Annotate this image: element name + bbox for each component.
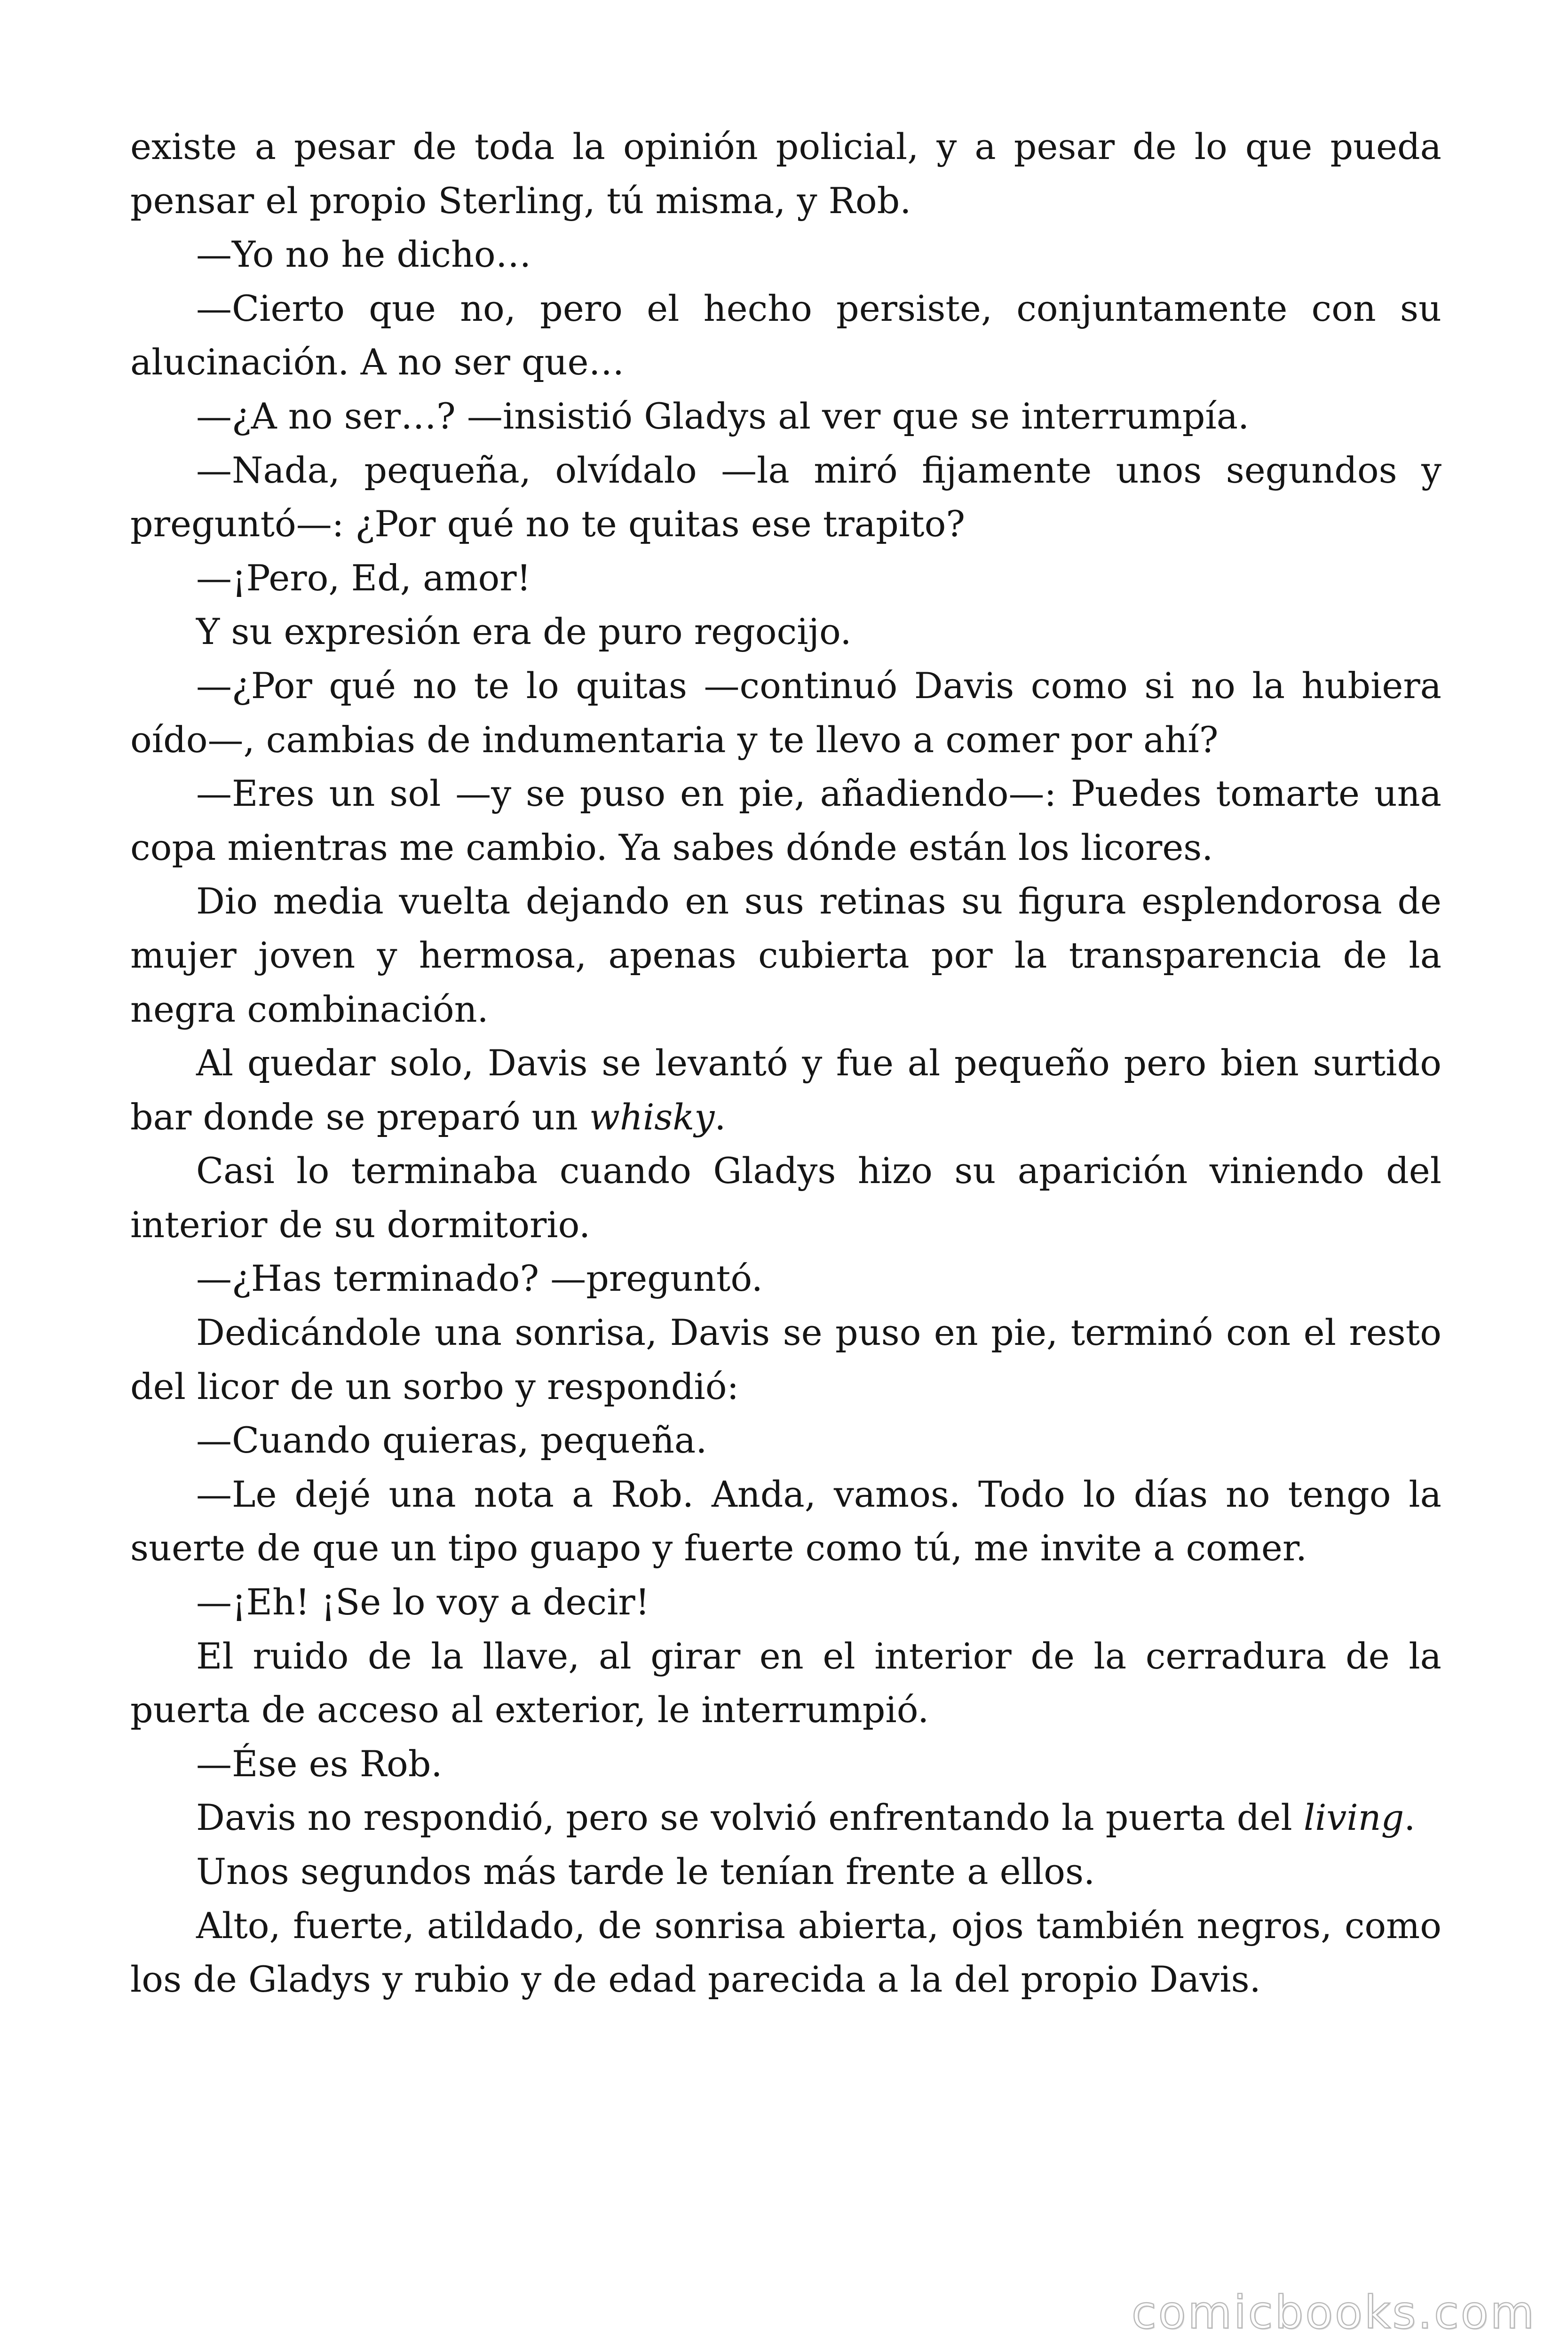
paragraph <box>130 1629 1441 1737</box>
paragraph <box>130 767 1441 874</box>
paragraph-text: —¿A no ser…? —insistió Gladys al ver que se interrumpía. <box>196 395 1250 437</box>
paragraph-text: Dedicándole una sonrisa, Davis se puso en pie, terminó con el resto del licor de un sorbo y respondió: <box>130 1311 1441 1407</box>
paragraph <box>130 1575 1441 1629</box>
watermark: comicbooks.com <box>1131 2286 1536 2339</box>
paragraph <box>130 1899 1441 2007</box>
paragraph-text: Alto, fuerte, atildado, de sonrisa abierta, ojos también negros, como los de Gladys y rubio y de edad parecida a la del propio Davis. <box>130 1904 1441 2001</box>
paragraph-text: —Le dejé una nota a Rob. Anda, vamos. Todo lo días no tengo la suerte de que un tipo guapo y fuerte como tú, me invite a comer. <box>130 1473 1441 1569</box>
italic-word: whisky <box>589 1096 715 1138</box>
paragraph-tail: . <box>1404 1796 1416 1839</box>
paragraph-text: Y su expresión era de puro regocijo. <box>196 611 852 653</box>
paragraph <box>130 1845 1441 1899</box>
paragraph <box>130 444 1441 551</box>
paragraph-text: Davis no respondió, pero se volvió enfrentando la puerta del <box>196 1796 1304 1839</box>
paragraph <box>130 551 1441 605</box>
paragraph-text: —Cierto que no, pero el hecho persiste, conjuntamente con su alucinación. A no ser que… <box>130 287 1441 383</box>
paragraph-text: —Nada, pequeña, olvídalo —la miró fijamente unos segundos y preguntó—: ¿Por qué no te quitas ese trapito? <box>130 449 1441 545</box>
paragraph-text: Casi lo terminaba cuando Gladys hizo su aparición viniendo del interior de su dormitorio. <box>130 1150 1441 1246</box>
paragraph <box>130 1306 1441 1414</box>
paragraph <box>130 1144 1441 1252</box>
paragraph-text: —Yo no he dicho… <box>196 233 531 276</box>
paragraph-text: Al quedar solo, Davis se levantó y fue al pequeño pero bien surtido bar donde se preparó un <box>130 1042 1441 1138</box>
paragraph-text: Dio media vuelta dejando en sus retinas su figura esplendorosa de mujer joven y hermosa, apenas cubierta por la transparencia de la negra combinación. <box>130 880 1441 1030</box>
paragraph <box>130 605 1441 659</box>
paragraph <box>130 1036 1441 1144</box>
body-text <box>130 120 1441 2007</box>
italic-word: living <box>1303 1796 1404 1839</box>
paragraph <box>130 1252 1441 1306</box>
paragraph-text: —¿Por qué no te lo quitas —continuó Davis como si no la hubiera oído—, cambias de indumentaria y te llevo a comer por ahí? <box>130 664 1441 761</box>
paragraph-text: —Cuando quieras, pequeña. <box>196 1419 707 1462</box>
paragraph-text: existe a pesar de toda la opinión policial, y a pesar de lo que pueda pensar el propio Sterling, tú misma, y Rob. <box>130 126 1441 222</box>
paragraph <box>130 874 1441 1036</box>
paragraph-text: —¡Pero, Ed, amor! <box>196 556 531 599</box>
paragraph-tail: . <box>714 1096 726 1138</box>
paragraph-text: —¿Has terminado? —preguntó. <box>196 1257 763 1300</box>
paragraph <box>130 1468 1441 1575</box>
paragraph-text: —¡Eh! ¡Se lo voy a decir! <box>196 1581 650 1623</box>
paragraph <box>130 228 1441 282</box>
paragraph-text: —Ése es Rob. <box>196 1742 443 1785</box>
paragraph-text: —Eres un sol —y se puso en pie, añadiendo—: Puedes tomarte una copa mientras me cambio. Ya sabes dónde están los licores. <box>130 772 1441 868</box>
paragraph <box>130 389 1441 444</box>
paragraph <box>130 1737 1441 1791</box>
paragraph-text: Unos segundos más tarde le tenían frente a ellos. <box>196 1851 1095 1892</box>
paragraph-text: El ruido de la llave, al girar en el interior de la cerradura de la puerta de acceso al exterior, le interrumpió. <box>130 1635 1441 1731</box>
paragraph <box>130 1791 1441 1845</box>
paragraph <box>130 659 1441 767</box>
paragraph <box>130 282 1441 389</box>
paragraph <box>130 120 1441 228</box>
paragraph <box>130 1414 1441 1468</box>
